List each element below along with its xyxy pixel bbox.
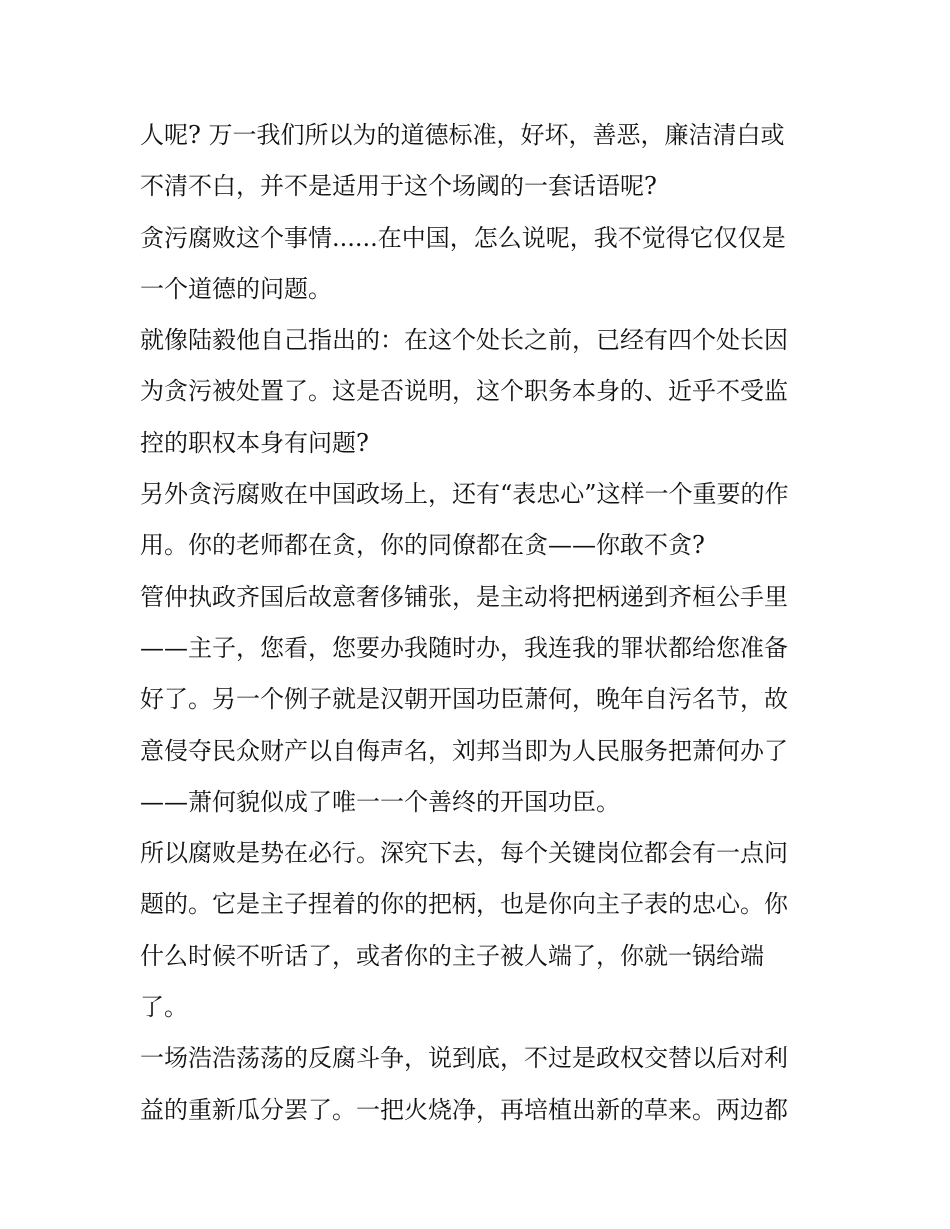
text-line: 不清不白，并不是适用于这个场阈的一套话语呢? [140,172,657,201]
text-line: 好了。另一个例子就是汉朝开国功臣萧何，晚年自污名节，故 [140,685,788,714]
text-line: 意侵夺民众财产以自侮声名，刘邦当即为人民服务把萧何办了 [140,736,788,765]
text-line: 了。 [140,993,188,1022]
text-line: ——主子，您看，您要办我随时办，我连我的罪状都给您准备 [140,633,788,662]
text-line: 为贪污被处置了。这是否说明，这个职务本身的、近乎不受监 [140,377,788,406]
text-line: 所以腐败是势在必行。深究下去，每个关键岗位都会有一点问 [140,839,788,868]
text-line: 就像陆毅他自己指出的：在这个处长之前，已经有四个处长因 [140,326,788,355]
text-line: 一个道德的问题。 [140,274,332,303]
text-line: 另外贪污腐败在中国政场上，还有“表忠心”这样一个重要的作 [140,480,789,509]
text-line: 贪污腐败这个事情......在中国，怎么说呢，我不觉得它仅仅是 [140,223,786,252]
text-line: 题的。它是主子捏着的你的把柄，也是你向主子表的忠心。你 [140,890,788,919]
text-line: 一场浩浩荡荡的反腐斗争，说到底，不过是政权交替以后对利 [140,1044,788,1073]
text-line: 什么时候不听话了，或者你的主子被人端了，你就一锅给端 [140,941,764,970]
text-line: 人呢? 万一我们所以为的道德标准，好坏，善恶，廉洁清白或 [140,121,785,149]
text-line: 控的职权本身有问题? [140,428,369,457]
text-line: 益的重新瓜分罢了。一把火烧净，再培植出新的草来。两边都 [140,1095,788,1124]
text-line: 管仲执政齐国后故意奢侈铺张，是主动将把柄递到齐桓公手里 [140,582,788,611]
body-text [140,110,820,1136]
text-line: 用。你的老师都在贪，你的同僚都在贪——你敢不贪? [140,531,705,560]
text-line: ——萧何貌似成了唯一一个善终的开国功臣。 [140,787,620,816]
